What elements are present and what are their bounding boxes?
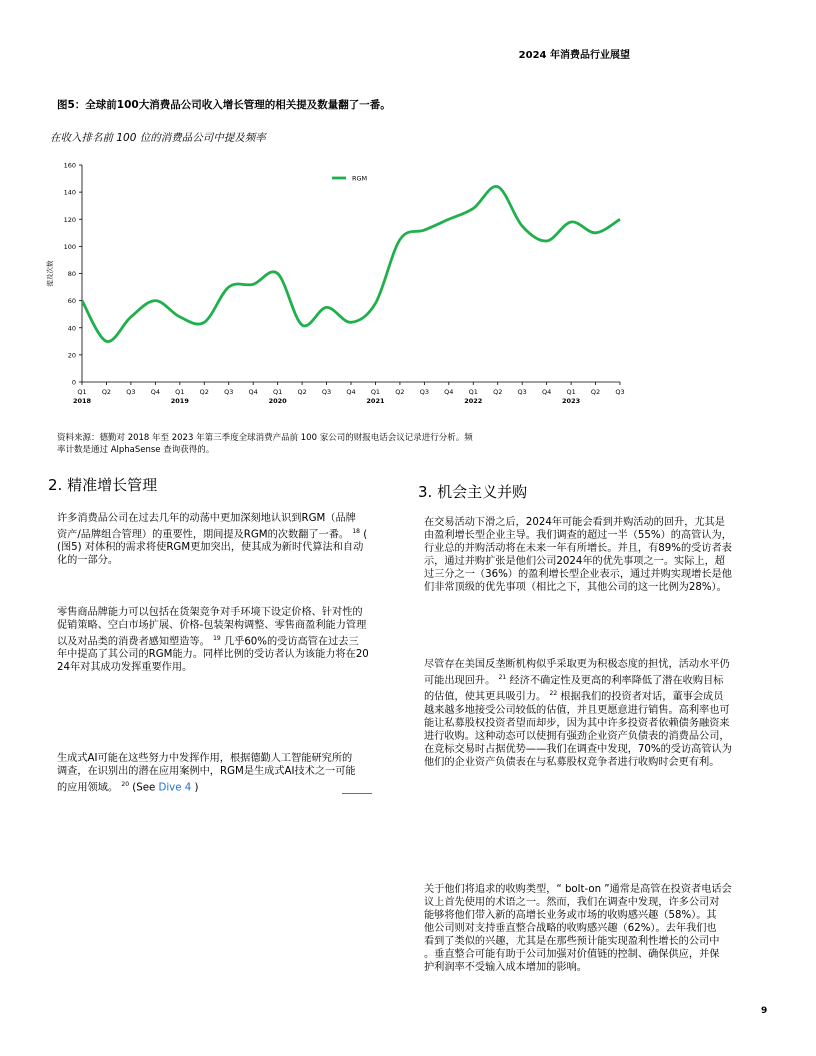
x-tick-label: Q4 — [346, 388, 356, 396]
x-year-label: 2021 — [366, 397, 385, 405]
x-tick-label: Q1 — [370, 388, 381, 396]
line — [424, 581, 769, 594]
x-tick-label: Q3 — [321, 388, 332, 396]
line — [424, 730, 769, 743]
line — [57, 778, 402, 794]
text: 调查，在识别出的潜在应用案例中，RGM是生成式AI技术之一可能 — [57, 766, 356, 777]
text: 可能出现回升。 — [424, 675, 496, 687]
line — [424, 704, 769, 717]
text: 示，通过并购扩张是他们公司2024年的优先事项之一。实际上，超 — [424, 556, 725, 567]
page-number: 9 — [761, 1006, 768, 1016]
y-axis-title: 提及次数 — [46, 260, 54, 287]
text: 尽管存在美国反垄断机构似乎采取更为积极态度的担忧，活动水平仍 — [424, 659, 730, 670]
chart-svg — [40, 155, 640, 415]
x-tick-label: Q4 — [444, 388, 454, 396]
y-tick-label: 80 — [67, 270, 76, 278]
line — [424, 948, 769, 961]
y-tick-label: 140 — [63, 188, 76, 197]
line-chart — [40, 155, 640, 415]
text: 他们的企业资产负债表在与私募股权竞争者进行收购时会更有利。 — [424, 756, 720, 768]
y-tick-label: 160 — [63, 161, 76, 170]
text: 议上首先使用的术语之一。然而，我们在调查中发现，许多公司对 — [424, 897, 720, 908]
figure-title: 图5：全球前100大消费品公司收入增长管理的相关提及数量翻了一番。 — [57, 99, 391, 111]
text: 行业总的并购活动将在未来一年有所增长。并且，有89%的受访者表 — [424, 543, 732, 554]
section-3-paragraph-3 — [424, 883, 769, 974]
x-tick-label: Q1 — [175, 388, 185, 396]
footnote-ref: 22 — [549, 690, 558, 698]
line — [424, 568, 769, 581]
text: 的估值，使其更具吸引力。 — [424, 691, 547, 703]
text: 24年对其成功发挥重要作用。 — [57, 662, 193, 674]
text: ) — [194, 782, 199, 794]
line — [424, 922, 769, 935]
y-tick-label: 120 — [63, 215, 76, 224]
link-underline — [342, 793, 372, 794]
line — [424, 671, 769, 687]
line — [57, 648, 407, 661]
text: 许多消费品公司在过去几年的动荡中更加深刻地认识到RGM（品牌 — [57, 513, 356, 524]
text: 在竞标交易时占据优势——我们在调查中发现，70%的受访高管认为 — [424, 743, 732, 755]
line — [424, 542, 769, 555]
x-tick-label: Q3 — [517, 388, 527, 396]
x-tick-label: Q2 — [101, 388, 112, 396]
line — [424, 756, 769, 769]
line — [424, 961, 769, 974]
x-tick-label: Q4 — [542, 388, 552, 396]
x-tick-label: Q2 — [493, 388, 503, 396]
x-tick-label: Q3 — [224, 388, 234, 396]
section-3-title: 3. 机会主义并购 — [418, 483, 528, 501]
line — [57, 606, 407, 619]
text: (See — [132, 782, 156, 794]
x-year-label: 2020 — [268, 397, 287, 405]
line — [424, 935, 769, 948]
text: ( — [363, 529, 368, 541]
line — [424, 717, 769, 730]
line — [424, 883, 769, 896]
source-line-1: 资料来源：德勤对 2018 年至 2023 年第三季度全球消费产品前 100 家公司的财报电话会议记录进行分析。频 — [57, 433, 473, 443]
text: 在交易活动下滑之后，2024年可能会看到并购活动的回升，尤其是 — [424, 517, 725, 528]
footnote-ref: 20 — [121, 781, 130, 788]
line — [57, 752, 402, 765]
line — [57, 512, 402, 525]
x-tick-label: Q3 — [419, 388, 429, 396]
section-2-paragraph-1 — [57, 512, 402, 567]
line — [57, 765, 402, 778]
text: 由盈利增长型企业主导。我们调查的超过一半（55%）的高管认为， — [424, 530, 732, 541]
text: 过三分之一（36%）的盈利增长型企业表示，通过并购实现增长是他 — [424, 569, 732, 580]
text: 。垂直整合可能有助于公司加强对价值链的控制、确保供应，并保 — [424, 949, 720, 960]
line — [424, 516, 769, 529]
y-tick-label: 20 — [67, 351, 76, 360]
section-3-paragraph-2 — [424, 658, 769, 769]
source-line-2: 率计数是通过 AlphaSense 查询获得的。 — [57, 445, 215, 455]
line — [424, 909, 769, 922]
text: 生成式AI可能在这些努力中发挥作用，根据德勤人工智能研究所的 — [57, 753, 353, 764]
x-year-label: 2018 — [72, 397, 92, 405]
section-2-paragraph-2 — [57, 606, 407, 674]
line — [57, 541, 402, 554]
text: 能让私募股权投资者望而却步，因为其中许多投资者依赖债务融资来 — [424, 717, 730, 729]
x-tick-label: Q1 — [273, 388, 283, 396]
text: 的应用领域。 — [57, 782, 119, 794]
figure-source — [57, 432, 527, 456]
footnote-ref: 21 — [498, 674, 507, 681]
line — [57, 661, 407, 674]
text: 们非常顶级的优先事项（相比之下，其他公司的这一比例为28%）。 — [424, 582, 727, 593]
section-2-paragraph-3 — [57, 752, 402, 794]
chart-subtitle: 在收入排名前 100 位的消费品公司中提及频率 — [50, 132, 266, 144]
section-3-paragraph-1 — [424, 516, 769, 594]
page-header-title: 2024 年消费品行业展望 — [518, 50, 630, 61]
text: 促销策略、空白市场扩展、价格-包装架构调整、零售商盈利能力管理 — [57, 620, 367, 631]
x-year-label: 2019 — [170, 397, 189, 405]
y-tick-label: 60 — [67, 297, 76, 306]
text: 经济不确定性及更高的利率降低了潜在收购目标 — [509, 675, 724, 687]
text: 进行收购。这种动态可以使拥有强劲企业资产负债表的消费品公司， — [424, 730, 730, 742]
line — [424, 687, 769, 703]
line — [424, 896, 769, 909]
text: (图5) 对体积的需求将使RGM更加突出，使其成为新时代算法和自动 — [57, 542, 364, 554]
line — [57, 525, 402, 541]
text: 化的一部分。 — [57, 555, 119, 567]
line — [57, 632, 407, 648]
series-line-rgm — [82, 186, 620, 341]
line — [424, 743, 769, 756]
y-tick-label: 0 — [71, 378, 76, 387]
text: 看到了类似的兴趣，尤其是在那些预计能实现盈利性增长的公司中 — [424, 936, 720, 947]
x-tick-label: Q1 — [566, 388, 576, 396]
x-tick-label: Q3 — [126, 388, 136, 396]
footnote-ref: 19 — [213, 635, 221, 642]
text: 年中提高了其公司的RGM能力。同样比例的受访者认为该能力将在20 — [57, 649, 369, 661]
y-tick-label: 100 — [63, 242, 76, 251]
x-tick-label: Q4 — [150, 388, 160, 396]
text: 零售商品牌能力可以包括在货架竞争对手环境下设定价格、针对性的 — [57, 607, 363, 618]
line — [57, 554, 402, 567]
text: 以及对品类的消费者感知塑造等。 — [57, 636, 210, 648]
x-tick-label: Q2 — [590, 388, 601, 396]
x-tick-label: Q2 — [297, 388, 307, 396]
line — [57, 619, 407, 632]
text: 他公司则对支持垂直整合战略的收购感兴趣（62%）。去年我们也 — [424, 923, 717, 934]
x-tick-label: Q2 — [199, 388, 209, 396]
x-year-label: 2023 — [562, 397, 581, 405]
x-tick-label: Q3 — [615, 388, 625, 396]
text: 资产/品牌组合管理）的重要性，期间提及RGM的次数翻了一番。 — [57, 529, 350, 541]
text: 几乎60%的受访高管在过去三 — [223, 636, 359, 648]
text: 能够将他们带入新的高增长业务或市场的收购感兴趣（58%）。其 — [424, 910, 717, 921]
line — [424, 529, 769, 542]
dive-4-link[interactable]: Dive 4 — [158, 782, 192, 794]
text: 根据我们的投资者对话，董事会成员 — [560, 691, 724, 703]
text: 护利润率不受输入成本增加的影响。 — [424, 962, 587, 973]
x-tick-label: Q1 — [77, 388, 87, 396]
section-2-title: 2. 精准增长管理 — [48, 476, 158, 494]
text: 越来越多地接受公司较低的估值，并且更愿意进行销售。高利率也可 — [424, 704, 730, 716]
y-tick-label: 40 — [67, 324, 76, 333]
text: 关于他们将追求的收购类型，“ bolt-on ”通常是高管在投资者电话会 — [424, 884, 732, 895]
x-tick-label: Q1 — [468, 388, 478, 396]
line — [424, 658, 769, 671]
x-tick-label: Q4 — [248, 388, 258, 396]
legend-label: RGM — [352, 174, 368, 183]
x-year-label: 2022 — [464, 397, 483, 405]
line — [424, 555, 769, 568]
footnote-ref: 18 — [352, 528, 360, 535]
x-tick-label: Q2 — [395, 388, 405, 396]
